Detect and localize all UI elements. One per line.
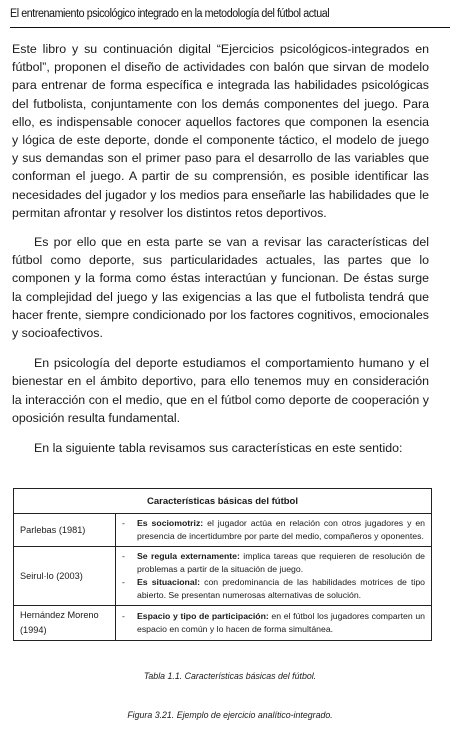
table-row [14, 514, 432, 547]
table-description [116, 547, 432, 606]
item-term: Espacio y tipo de participación: [137, 611, 269, 621]
item-text: implica tareas que requieren de resolución de problemas a partir de la situación de juego. [137, 551, 425, 574]
body-text [12, 40, 429, 469]
table-row [14, 606, 432, 641]
running-header: El entrenamiento psicológico integrado en la metodología del fútbol actual [10, 8, 330, 20]
table-author: Parlebas (1981) [14, 514, 116, 547]
list-item [122, 550, 425, 576]
item-term: Es sociomotriz: [137, 518, 204, 528]
list-item [122, 576, 425, 602]
figure-caption: Figura 3.21. Ejemplo de ejercicio analítico-integrado. [127, 710, 333, 720]
table-row [14, 547, 432, 606]
item-term: Se regula externamente: [137, 551, 240, 561]
paragraph-3: En psicología del deporte estudiamos el comportamiento humano y el bienestar en el ámbito deportivo, para ello tenemos muy en consideración la interacción con el medio, que en el fútbol como deporte de cooperación y oposición resulta fundamental. [12, 356, 429, 425]
bullet-dash: - [122, 611, 125, 621]
table-author: Hernández Moreno (1994) [14, 606, 116, 641]
characteristics-table [13, 488, 432, 641]
table-description [116, 514, 432, 547]
item-text: en el fútbol los jugadores comparten un espacio en común y lo hacen de forma simultánea. [137, 611, 425, 634]
bullet-dash: - [122, 551, 125, 561]
list-item [122, 517, 425, 543]
paragraph-1: Este libro y su continuación digital “Ejercicios psicológicos-integrados en fútbol”, proponen el diseño de actividades con balón que sirvan de modelo para entrenar de forma específica e integrada las habilidades psicológicas del futbolista, conjuntamente con los demás componentes del juego. Para ello, es indispensable conocer aquellos factores que componen la esencia y lógica de este deporte, donde el componente táctico, el modelo de juego y sus demandas son el primer paso para el desarrollo de las variables que conforman el juego. A partir de su comprensión, es posible identificar las necesidades del jugador y los medios para enseñarle las habilidades que le permitan afrontar y resolver los distintos retos deportivos. [12, 42, 429, 220]
table-description [116, 606, 432, 641]
bullet-dash: - [122, 518, 125, 528]
header-rule [10, 27, 450, 28]
paragraph-4: En la siguiente tabla revisamos sus características en este sentido: [34, 441, 403, 456]
table-author: Seirul·lo (2003) [14, 547, 116, 606]
item-term: Es situacional: [137, 577, 200, 587]
table-heading: Características básicas del fútbol [14, 489, 432, 514]
item-text: el jugador actúa en relación con otros jugadores y en presencia de incertidumbre por parte del medio, compañeros y oponentes. [137, 518, 426, 541]
bullet-dash: - [122, 577, 125, 587]
item-text: con predominancia de las habilidades motrices de tipo abierto. Se presentan numerosas alternativas de solución. [137, 577, 425, 600]
paragraph-2: Es por ello que en esta parte se van a revisar las características del fútbol como deporte, sus particularidades actuales, las partes que lo componen y la forma como éstas interactúan y funcionan. De éstas surge la complejidad del juego y las exigencias a las que el futbolista tendrá que hacer frente, siempre condicionado por los factores cognitivos, emocionales y socioafectivos. [12, 235, 429, 341]
list-item [122, 610, 425, 636]
table-caption: Tabla 1.1. Características básicas del fútbol. [143, 671, 317, 681]
